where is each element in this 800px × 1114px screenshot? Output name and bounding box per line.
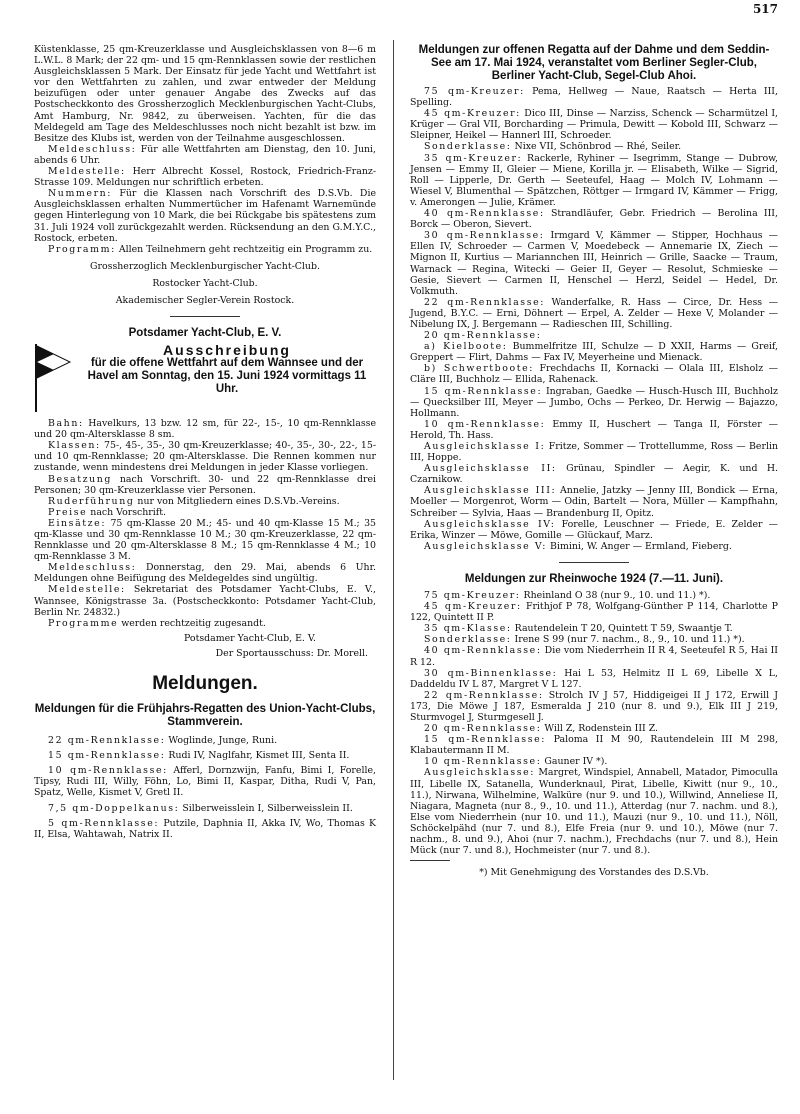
list-item: 30 qm-Rennklasse: Irmgard V, Kämmer — Stipper, Hochhaus — Ellen IV, Schroeder — Carmen V, Moedebeck — Annemarie IX, Ziech — Mignon II, Kurtius — Mariannchen III, Heinrich — Grille, Saacke — Traum, Warnack — Regina, Witecki — Geier II, Geyer — Resolut, Schmieske — Gesie, Sievert — Carmen II, Henschel — Herzl, Seidel — Hedel, Dr. Volkmuth. <box>410 230 778 297</box>
list-item: Bahn: Havelkurs, 13 bzw. 12 sm, für 22-, 15-, 10 qm-Rennklasse und 20 qm-Altersklasse 8 sm. <box>34 418 376 441</box>
right-column <box>410 44 778 878</box>
signature: Akademischer Segler-Verein Rostock. <box>115 294 295 306</box>
announcement-subtitle: für die offene Wettfahrt auf dem Wannsee und der Havel am Sonntag, den 15. Juni 1924 vormittags 11 Uhr. <box>87 357 367 396</box>
list-item: Ausgleichsklasse: Margret, Windspiel, Annabell, Matador, Pimoculla III, Libelle IX, Satanella, Wunderknaul, Pirat, Libelle, Kiwitt (nur 9., 10., 11.), Nirwana, Wilhelmine, Walküre (nur 9. und 10.), Willwind, Anneliese II, Niagara, Magneta (nur 8., 9., 10. und 11.), Atterdag (nur 7. nachm. und 8.), Else vom Niederrhein (nur 10. und 11.), Mauzi (nur 9., 10. und 11.), Nöll, Schöckelpähd (nur 7. und 8.), Elfe Freia (nur 9. und 10.), Möwe (nur 7. nachm., 8. und 9.), Ahoi (nur 7. nachm.), Frechdachs (nur 7. und 8.), Hein Mück (nur 7. und 8.), Hochmeister (nur 7. und 8.). <box>410 767 778 857</box>
list-item: 10 qm-Rennklasse: Gauner IV *). <box>424 756 608 768</box>
section-title: Potsdamer Yacht-Club, E. V. <box>128 327 282 340</box>
signature: Rostocker Yacht-Club. <box>152 277 258 289</box>
announcement-header <box>34 344 376 412</box>
section-title: Meldungen für die Frühjahrs-Regatten des Union-Yacht-Clubs, Stammverein. <box>34 703 376 729</box>
list-item: Sonderklasse: Irene S 99 (nur 7. nachm., 8., 9., 10. und 11.) *). <box>424 634 745 646</box>
section-title: Meldungen zur offenen Regatta auf der Dahme und dem Seddin-See am 17. Mai 1924, veranstaltet vom Berliner Segler-Club, Berliner Yacht-Club, Segel-Club Ahoi. <box>418 44 770 82</box>
list-item: 22 qm-Rennklasse: Wanderfalke, R. Hass — Circe, Dr. Hess — Jugend, B.Y.C. — Erni, Döhnert — Erpel, A. Zelder — Hexe V, Molander — Nibelung IX, J. Bergemann — Radieschen III, Schilling. <box>410 296 778 330</box>
announcement-heading: Ausschreibung <box>163 342 291 359</box>
list-item: 22 qm-Rennklasse: Strolch IV J 57, Hiddigeigei II J 172, Erwill J 173, Die Möwe J 187, Esmeralda J 210 (nur 8. und 9.), Elk III J 219, Sturmvogel J, Sturmgesell J. <box>410 689 778 723</box>
list-item: 75 qm-Kreuzer: Rheinland O 38 (nur 9., 10. und 11.) *). <box>424 589 711 601</box>
list-item: Meldeschluss: Donnerstag, den 29. Mai, abends 6 Uhr. Meldungen ohne Beifügung des Meldegeldes sind ungültig. <box>34 562 376 585</box>
list-item: 10 qm-Rennklasse: Emmy II, Huschert — Tanga II, Förster — Herold, Th. Hass. <box>410 418 778 441</box>
list-item: b) Schwertboote: Frechdachs II, Kornacki — Olala III, Elsholz — Cläre III, Buchholz — Ellida, Rahenack. <box>410 363 778 386</box>
list-item: 45 qm-Kreuzer: Dico III, Dinse — Narziss, Schenck — Scharmützel I, Krüger — Gral VII, Borcharding — Primula, Dewitt — Kobold III, Schwarz — Sleipner, Heikel — Hannerl III, Schroeder. <box>410 108 778 142</box>
list-item: Programm: Allen Teilnehmern geht rechtzeitig ein Programm zu. <box>48 243 373 255</box>
list-item: Ruderführung nur von Mitgliedern eines D.S.Vb.-Vereins. <box>48 495 340 507</box>
list-item: 20 qm-Rennklasse: Will Z, Rodenstein III Z. <box>424 723 659 735</box>
list-item: 35 qm-Kreuzer: Rackerle, Ryhiner — Isegrimm, Stange — Dubrow, Jensen — Emmy II, Gleier — Miene, Korilla jr. — Elisabeth, Wilke — Sigrid, Roll — Lipperle, Dr. Gerth — Seeteufel, Haag — Molch IV, Lohmann — Wiesel V, Blumenthal — Spätzchen, Röttger — Irmgard IV, Kämmer — Frigg, v. Amerongen — Julie, Krämer. <box>410 152 778 208</box>
list-item: 15 qm-Rennklasse: Rudi IV, Naglfahr, Kismet III, Senta II. <box>48 750 350 762</box>
signature: Der Sportausschuss: Dr. Morell. <box>215 647 368 659</box>
list-item: Preise nach Vorschrift. <box>48 506 167 518</box>
list-item: Ausgleichsklasse II: Grünau, Spindler — Aegir, K. und H. Czarnikow. <box>410 463 779 486</box>
list-item: 40 qm-Rennklasse: Die vom Niederrhein II R 4, Seeteufel R 5, Hai II R 12. <box>410 645 778 668</box>
list-item: Programme werden rechtzeitig zugesandt. <box>48 617 266 629</box>
section-divider <box>559 562 629 563</box>
list-item: 22 qm-Rennklasse: Woglinde, Junge, Runi. <box>48 735 278 747</box>
footnote-rule <box>410 860 450 861</box>
left-column <box>34 44 376 840</box>
list-item: Ausgleichsklasse V: Bimini, W. Anger — Ermland, Fieberg. <box>424 540 732 552</box>
list-item: Ausgleichsklasse IV: Forelle, Leuschner — Friede, E. Zelder — Erika, Winzer — Möwe, Gomille — Glückauf, Marz. <box>410 518 778 541</box>
column-divider <box>393 40 394 1080</box>
signature: Potsdamer Yacht-Club, E. V. <box>184 632 316 644</box>
list-item: 30 qm-Binnenklasse: Hai L 53, Helmitz II L 69, Libelle X L, Daddeldu IV L 87, Margret V L 127. <box>410 667 778 690</box>
list-item: 7,5 qm-Doppelkanus: Silberweisslein I, Silberweisslein II. <box>48 802 353 814</box>
signature: Grossherzoglich Mecklenburgischer Yacht-Club. <box>90 260 320 272</box>
list-item: Nummern: Für die Klassen nach Vorschrift des D.S.Vb. Die Ausgleichsklassen erhalten Nummertücher im Hafenamt Warnemünde gegen Hinterlegung von 10 Mark, die bei Rückgabe bis spätestens zum 31. Juli 1924 voll zurückgezahlt werden. Rücksendung an den G.M.Y.C., Rostock, erbeten. <box>34 188 376 244</box>
list-item: a) Kielboote: Bummelfritze III, Schulze — D XXII, Harms — Greif, Greppert — Flirt, Dahms — Fax IV, Meyerheine und Mienack. <box>410 341 779 364</box>
list-item: Meldestelle: Sekretariat des Potsdamer Yacht-Clubs, E. V., Wannsee, Königstrasse 3a. (Postscheckkonto: Potsdamer Yacht-Club, Berlin Nr. 24832.) <box>34 584 376 618</box>
list-item: 10 qm-Rennklasse: Afferl, Dornzwijn, Fanfu, Bimi I, Forelle, Tipsy, Rudi III, Willy, Föhn, Lo, Bimi II, Kaspar, Ditha, Rudi V, Pan, Spatz, Welle, Kismet V, Gretl II. <box>34 765 376 799</box>
list-item: 75 qm-Kreuzer: Pema, Hellweg — Naue, Raatsch — Herta III, Spelling. <box>410 86 778 109</box>
meldungen-heading: Meldungen. <box>152 673 258 695</box>
list-item: Meldeschluss: Für alle Wettfahrten am Dienstag, den 10. Juni, abends 6 Uhr. <box>34 143 376 166</box>
footnote: *) Mit Genehmigung des Vorstandes des D.S.Vb. <box>479 867 709 879</box>
pennant-flag-icon <box>34 344 72 412</box>
list-item: 40 qm-Rennklasse: Strandläufer, Gebr. Friedrich — Berolina III, Borck — Oberon, Sievert. <box>410 208 778 231</box>
list-item: 45 qm-Kreuzer: Frithjof P 78, Wolfgang-Günther P 114, Charlotte P 122, Quintett II P. <box>410 601 778 624</box>
list-item: Ausgleichsklasse III: Annelie, Jatzky — Jenny III, Bondick — Erna, Moeller — Morgenrot, Worm — Odin, Bartelt — Nora, Müller — Kampfhahn, Schreiber — Sylvia, Haas — Brandenburg II, Opitz. <box>410 485 778 519</box>
list-item: 20 qm-Rennklasse: <box>424 330 542 342</box>
list-item: 15 qm-Rennklasse: Ingraban, Gaedke — Husch-Husch III, Buchholz — Quecksilber III, Meyer — Jumbo, Ochs — Perkeo, Dr. Herwig — Bajazzo, Hollmann. <box>410 385 778 419</box>
list-item: Besatzung nach Vorschrift. 30- und 22 qm-Rennklasse drei Personen; 30 qm-Kreuzerklasse vier Personen. <box>34 473 376 496</box>
list-item: 5 qm-Rennklasse: Putzile, Daphnia II, Akka IV, Wo, Thomas K II, Elsa, Wahtawah, Natrix II. <box>34 817 376 840</box>
list-item: Klassen: 75-, 45-, 35-, 30 qm-Kreuzerklasse; 40-, 35-, 30-, 22-, 15- und 10 qm-Rennklasse; 20 qm-Altersklasse. Die Rennen kommen nur zustande, wenn mindestens drei Meldungen in jeder Klasse vorliegen. <box>34 440 376 474</box>
intro-paragraph: Küstenklasse, 25 qm-Kreuzerklasse und Ausgleichsklassen von 8—6 m L.W.L. 8 Mark; der 22 qm- und 15 qm-Rennklassen sowie der restlichen Ausgleichsklassen 5 Mark. Der Einsatz für jede Yacht und Wettfahrt ist vor den Wettfahrten zu zahlen, und zwar entweder der Meldung beizufügen oder unter genauer Angabe des Zwecks auf das Postscheckkonto des Grossherzoglich Mecklenburgischen Yacht-Clubs, Amt Hamburg, Nr. 9842, zu überweisen. Yachten, für die das Meldegeld am Tage des Meldeschlusses noch nicht bezahlt ist bzw. im Besitze des Klubs ist, werden von der Teilnahme ausgeschlossen. <box>34 44 376 144</box>
list-item: Einsätze: 75 qm-Klasse 20 M.; 45- und 40 qm-Klasse 15 M.; 35 qm-Klasse und 30 qm-Rennklasse 10 M.; 30 qm-Kreuzerklasse, 22 qm-Rennklasse und 20 qm-Altersklasse 8 M.; 15 qm-Rennklasse 4 M.; 10 qm-Rennklasse 3 M. <box>34 517 376 563</box>
list-item: 15 qm-Rennklasse: Paloma II M 90, Rautendelein III M 298, Klabautermann II M. <box>410 734 778 757</box>
list-item: Ausgleichsklasse I: Fritze, Sommer — Trottellumme, Ross — Berlin III, Hoppe. <box>410 441 778 464</box>
page-number: 517 <box>752 2 778 16</box>
list-item: 35 qm-Klasse: Rautendelein T 20, Quintett T 59, Swaantje T. <box>424 623 733 635</box>
section-title: Meldungen zur Rheinwoche 1924 (7.—11. Juni). <box>464 572 724 585</box>
list-item: Sonderklasse: Nixe VII, Schönbrod — Rhé, Seiler. <box>424 141 682 153</box>
list-item: Meldestelle: Herr Albrecht Kossel, Rostock, Friedrich-Franz-Strasse 109. Meldungen nur schriftlich erbeten. <box>34 166 376 189</box>
section-divider <box>170 316 240 317</box>
